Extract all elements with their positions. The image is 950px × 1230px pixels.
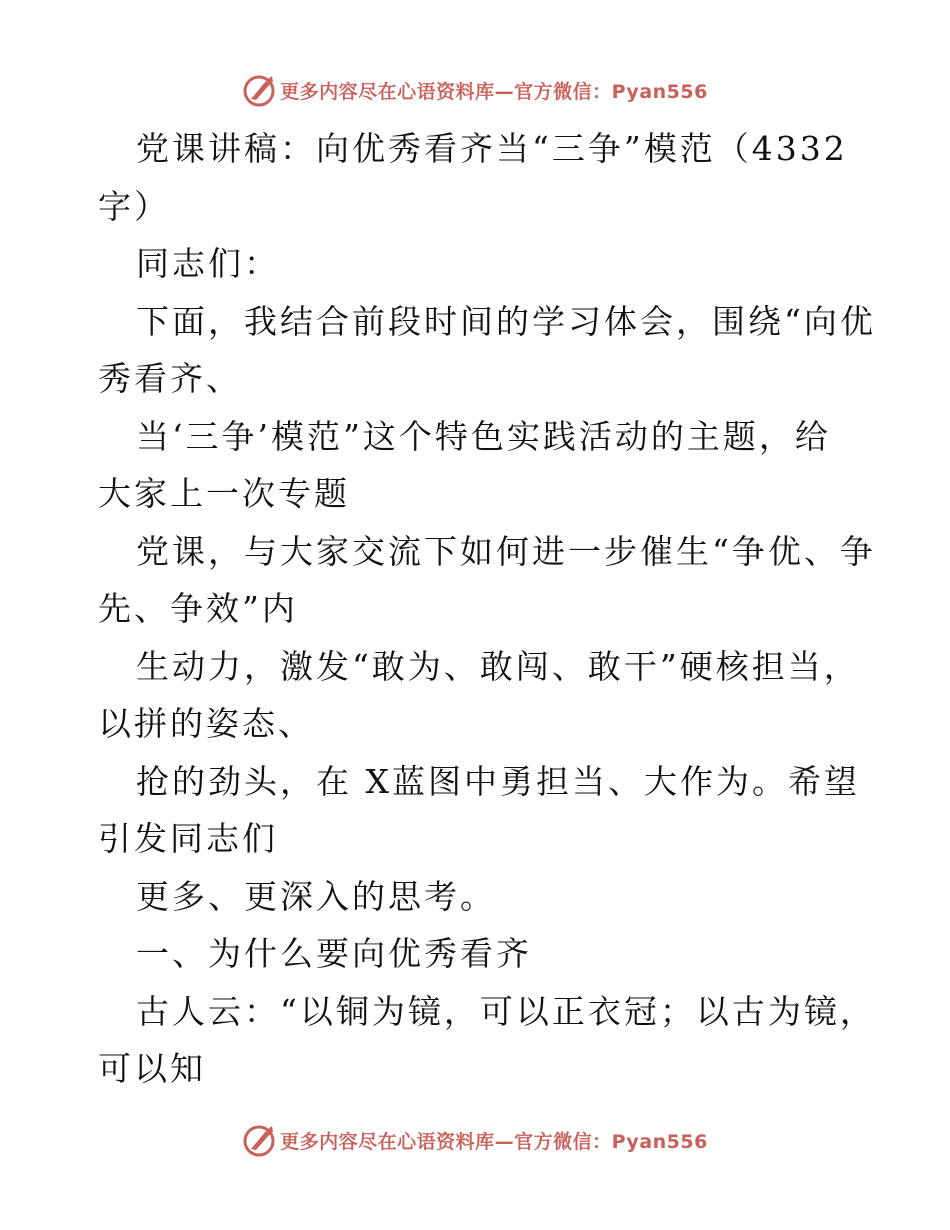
watermark-text: 更多内容尽在心语资料库—官方微信：Pyan556 bbox=[280, 80, 708, 103]
text-line: 秀看齐、 bbox=[98, 359, 242, 398]
header-watermark bbox=[0, 70, 950, 110]
text-line: 更多、更深入的思考。 bbox=[136, 876, 496, 916]
watermark-text: 更多内容尽在心语资料库—官方微信：Pyan556 bbox=[280, 1130, 708, 1153]
text-line: 生动力，激发“敢为、敢闯、敢干”硬核担当， bbox=[136, 646, 860, 686]
text-line: 以拼的姿态、 bbox=[98, 704, 314, 743]
quill-logo-icon bbox=[242, 1123, 276, 1157]
section-heading: 一、为什么要向优秀看齐 bbox=[136, 934, 532, 973]
text-line: 字） bbox=[98, 186, 170, 226]
text-line: 大家上一次专题 bbox=[98, 474, 350, 513]
text-line: 党课讲稿：向优秀看齐当“三争”模范（4332 bbox=[136, 129, 848, 168]
text-line: 当‘三争’模范”这个特色实践活动的主题，给 bbox=[136, 416, 831, 456]
text-line: 党课，与大家交流下如何进一步催生“争优、争 bbox=[136, 531, 876, 571]
text-line: 先、争效”内 bbox=[98, 589, 298, 628]
text-line: 可以知 bbox=[98, 1049, 206, 1088]
text-line: 引发同志们 bbox=[98, 819, 278, 858]
footer-watermark bbox=[0, 1120, 950, 1160]
quill-logo-icon bbox=[242, 73, 276, 107]
text-line: 古人云：“以铜为镜，可以正衣冠；以古为镜， bbox=[136, 991, 876, 1031]
text-line: 抢的劲头，在 X蓝图中勇担当、大作为。希望 bbox=[136, 761, 860, 801]
document-body bbox=[98, 120, 876, 1098]
text-line: 同志们： bbox=[136, 244, 280, 283]
text-line: 下面，我结合前段时间的学习体会，围绕“向优 bbox=[136, 301, 876, 341]
